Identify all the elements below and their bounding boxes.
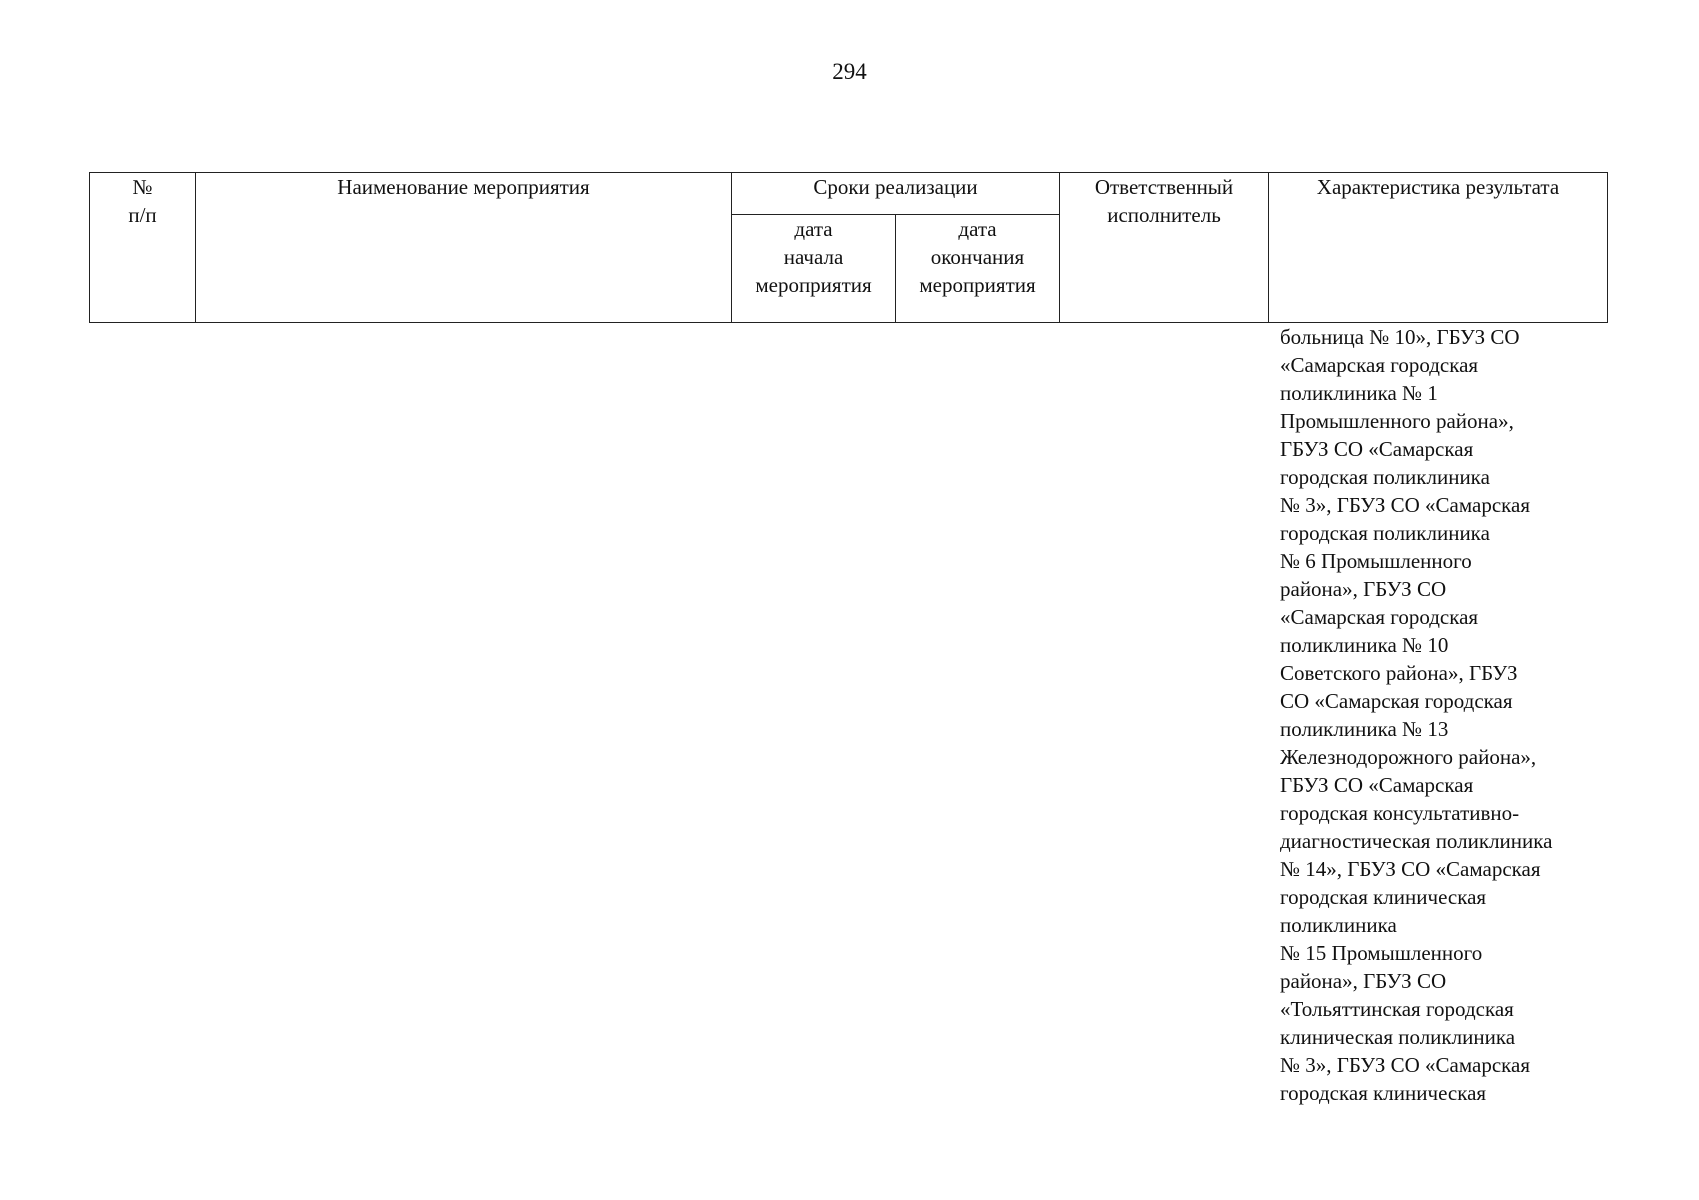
column-header-start-date [732, 215, 896, 323]
column-header-end-line2: окончания [930, 245, 1025, 269]
result-text-line: городская клиническая [1280, 885, 1487, 909]
result-text-line: клиническая поликлиника [1280, 1025, 1516, 1049]
result-text-line: городская консультативно- [1280, 801, 1520, 825]
result-text-line: поликлиника [1280, 913, 1397, 937]
column-header-number [90, 173, 196, 323]
result-text-line: ГБУЗ СО «Самарская [1280, 437, 1474, 461]
result-text-line: «Тольяттинская городская [1280, 997, 1514, 1021]
result-text-line: № 3», ГБУЗ СО «Самарская [1280, 1053, 1531, 1077]
result-text-line: городская поликлиника [1280, 465, 1490, 489]
result-text-line: района», ГБУЗ СО [1280, 577, 1447, 601]
column-header-name [196, 173, 732, 323]
column-header-responsible [1060, 173, 1269, 323]
result-text-line: Железнодорожного района», [1280, 745, 1537, 769]
result-text-line: района», ГБУЗ СО [1280, 969, 1447, 993]
column-header-result [1269, 173, 1608, 323]
column-header-start-line2: начала [783, 245, 844, 269]
result-text-line: поликлиника № 1 [1280, 381, 1438, 405]
result-text-line: Промышленного района», [1280, 409, 1514, 433]
result-description-continuation [1280, 323, 1610, 1107]
result-text-line: «Самарская городская [1280, 353, 1479, 377]
column-header-end-line3: мероприятия [919, 273, 1036, 297]
column-header-period [732, 173, 1060, 215]
result-text-line: ГБУЗ СО «Самарская [1280, 773, 1474, 797]
result-text-line: диагностическая поликлиника [1280, 829, 1553, 853]
result-text-line: поликлиника № 10 [1280, 633, 1449, 657]
result-text-line: № 6 Промышленного [1280, 549, 1472, 573]
column-header-responsible-line2: исполнитель [1107, 203, 1221, 227]
result-text-line: СО «Самарская городская [1280, 689, 1513, 713]
result-text-line: № 3», ГБУЗ СО «Самарская [1280, 493, 1531, 517]
column-header-start-line3: мероприятия [755, 273, 872, 297]
result-text-line: больница № 10», ГБУЗ СО [1280, 325, 1520, 349]
column-header-end-line1: дата [958, 217, 997, 241]
column-header-end-date [896, 215, 1060, 323]
result-text-line: «Самарская городская [1280, 605, 1479, 629]
column-header-responsible-line1: Ответственный [1094, 175, 1234, 199]
result-text-line: поликлиника № 13 [1280, 717, 1449, 741]
result-text-line: городская поликлиника [1280, 521, 1490, 545]
column-header-result-text: Характеристика результата [1316, 175, 1560, 199]
column-header-start-line1: дата [794, 217, 833, 241]
column-header-name-text: Наименование мероприятия [337, 175, 590, 199]
result-text-line: № 14», ГБУЗ СО «Самарская [1280, 857, 1541, 881]
result-text-line: городская клиническая [1280, 1081, 1487, 1105]
measures-table-header [89, 172, 1608, 323]
column-header-period-text: Сроки реализации [813, 175, 978, 199]
column-header-number-line2: п/п [128, 203, 157, 227]
column-header-number-line1: № [132, 175, 153, 199]
page-number: 294 [832, 59, 867, 84]
result-text-line: № 15 Промышленного [1280, 941, 1483, 965]
result-text-line: Советского района», ГБУЗ [1280, 661, 1518, 685]
